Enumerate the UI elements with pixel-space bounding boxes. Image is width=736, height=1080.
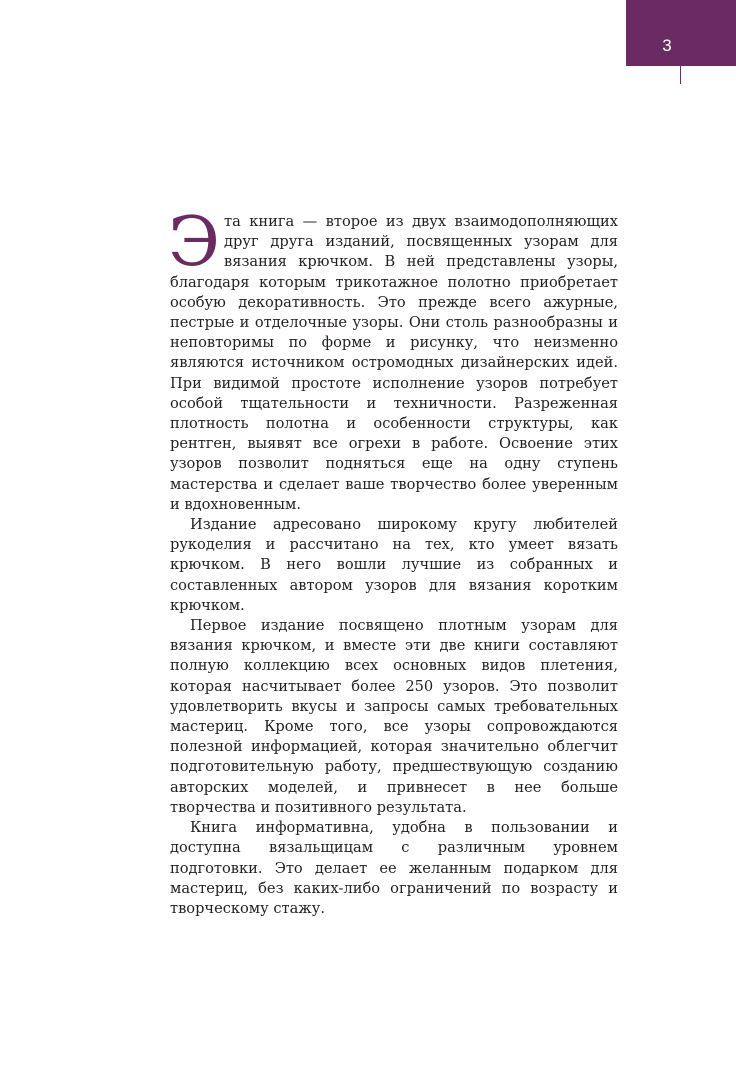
drop-cap: Э xyxy=(168,203,221,282)
page-number-tab xyxy=(626,0,736,66)
collection-paragraph: Первое издание посвящено плотным узорам для вязания крючком, и вместе эти две книги составляют полную коллекцию всех основных видов плетения, которая насчитывает более 250 узоров. Это позволит удовлетворить вкусы и запросы самых требовательных мастериц. Кроме того, все узоры сопровождаются полезной информацией, которая значительно облегчит подготовительную работу, предшествующую созданию авторских моделей, и привнесет в нее больше творчества и позитивного результата. xyxy=(170,617,618,816)
article-body xyxy=(168,203,618,919)
intro-paragraph-text: та книга — второе из двух взаимодополняющих друг друга изданий, посвященных узорам для вязания крючком. В ней представлены узоры, благодаря которым трикотажное полотно приобретает особую декоративность. Это прежде всего ажурные, пестрые и отделочные узоры. Они столь разнообразны и неповторимы по форме и рисунку, что неизменно являются источником остромодных дизайнерских идей. При видимой простоте исполнение узоров потребует особой тщательности и техничности. Разреженная плотность полотна и особенности структуры, как рентген, выявят все огрехи в работе. Освоение этих узоров позволит подняться еще на одну ступень мастерства и сделает ваше творчество более уверенным и вдохновенным. xyxy=(170,213,618,513)
intro-paragraph xyxy=(168,203,618,515)
page-number: 3 xyxy=(662,36,672,55)
audience-paragraph: Издание адресовано широкому кругу любителей рукоделия и рассчитано на тех, кто умеет вязать крючком. В него вошли лучшие из собранных и составленных автором узоров для вязания коротким крючком. xyxy=(170,516,618,614)
closing-paragraph: Книга информативна, удобна в пользовании и доступна вязальщицам с различным уровнем подготовки. Это делает ее желанным подарком для мастериц, без каких-либо ограничений по возрасту и творческому стажу. xyxy=(170,819,618,917)
